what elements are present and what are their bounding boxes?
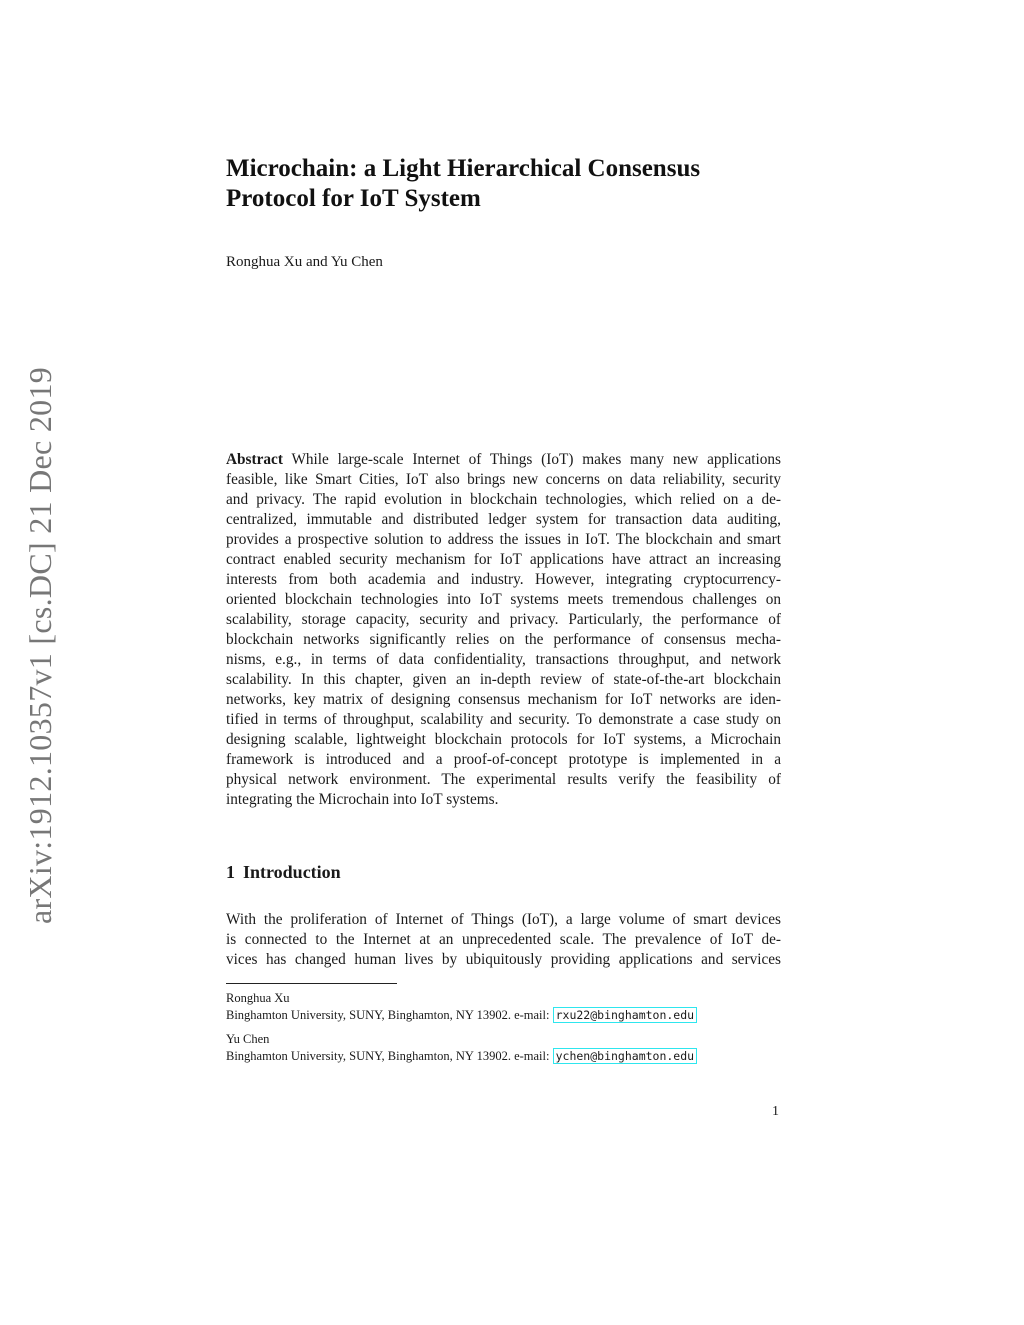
abstract-label: Abstract xyxy=(226,451,283,468)
footnote-affiliation xyxy=(226,1007,786,1024)
abstract-line: contract enabled security mechanism for IoT applications have attract an increasing xyxy=(226,551,781,568)
footnote-author-name: Yu Chen xyxy=(226,1032,270,1046)
abstract-text: While large-scale Internet of Things (IoT) makes many new applications xyxy=(291,451,781,468)
section-title: Introduction xyxy=(243,862,341,882)
footnote-affiliation xyxy=(226,1048,786,1065)
abstract-line: scalability. In this chapter, given an in-depth review of state-of-the-art blockchain xyxy=(226,671,781,688)
arxiv-identifier-text: arXiv:1912.10357v1 [cs.DC] 21 Dec 2019 xyxy=(22,366,59,924)
abstract-line: interests from both academia and industry. However, integrating cryptocurrency- xyxy=(226,571,781,588)
intro-line: is connected to the Internet at an unprecedented scale. The prevalence of IoT de- xyxy=(226,931,781,948)
section-heading-introduction xyxy=(226,860,341,884)
paper-title xyxy=(226,154,786,214)
introduction-body xyxy=(226,910,781,970)
footnote-author-2 xyxy=(226,1031,786,1065)
section-number: 1 xyxy=(226,862,235,882)
email-link[interactable]: ychen@binghamton.edu xyxy=(553,1048,697,1064)
abstract-line: centralized, immutable and distributed ledger system for transaction data auditing, xyxy=(226,511,781,528)
abstract-line: oriented blockchain technologies into IoT systems meets tremendous challenges on xyxy=(226,591,781,608)
abstract-line: scalability, storage capacity, security and privacy. Particularly, the performance of xyxy=(226,611,781,628)
abstract-line: integrating the Microchain into IoT systems. xyxy=(226,791,499,808)
footnote-author-1 xyxy=(226,990,786,1024)
abstract-line: physical network environment. The experimental results verify the feasibility of xyxy=(226,771,781,788)
intro-line: With the proliferation of Internet of Things (IoT), a large volume of smart devices xyxy=(226,911,781,928)
paper-title-line-1: Microchain: a Light Hierarchical Consensus xyxy=(226,155,701,182)
abstract-line: blockchain networks significantly relies on the performance of consensus mecha- xyxy=(226,631,781,648)
author-footnotes xyxy=(226,990,786,1072)
abstract-line: provides a prospective solution to address the issues in IoT. The blockchain and smart xyxy=(226,531,781,548)
abstract-line: framework is introduced and a proof-of-concept prototype is implemented in a xyxy=(226,751,781,768)
abstract-line: and privacy. The rapid evolution in blockchain technologies, which relied on a de- xyxy=(226,491,781,508)
arxiv-identifier-stamp xyxy=(20,350,62,940)
abstract-line: networks, key matrix of designing consensus mechanism for IoT networks are iden- xyxy=(226,691,781,708)
paper-authors: Ronghua Xu and Yu Chen xyxy=(226,254,383,270)
abstract-line xyxy=(226,450,781,470)
abstract-line: designing scalable, lightweight blockchain protocols for IoT systems, a Microchain xyxy=(226,731,781,748)
abstract-line: nisms, e.g., in terms of data confidentiality, transactions throughput, and network xyxy=(226,651,781,668)
abstract-section xyxy=(226,450,781,810)
affiliation-text: Binghamton University, SUNY, Binghamton, NY 13902. e-mail: xyxy=(226,1008,553,1022)
email-link[interactable]: rxu22@binghamton.edu xyxy=(553,1007,697,1023)
affiliation-text: Binghamton University, SUNY, Binghamton, NY 13902. e-mail: xyxy=(226,1049,553,1063)
intro-line: vices has changed human lives by ubiquitously providing applications and services xyxy=(226,951,781,968)
footnote-divider xyxy=(226,983,397,984)
page-number: 1 xyxy=(772,1104,779,1119)
abstract-line: tified in terms of throughput, scalability and security. To demonstrate a case study on xyxy=(226,711,781,728)
paper-title-line-2: Protocol for IoT System xyxy=(226,185,481,212)
footnote-author-name: Ronghua Xu xyxy=(226,991,290,1005)
abstract-line: feasible, like Smart Cities, IoT also brings new concerns on data reliability, security xyxy=(226,471,781,488)
